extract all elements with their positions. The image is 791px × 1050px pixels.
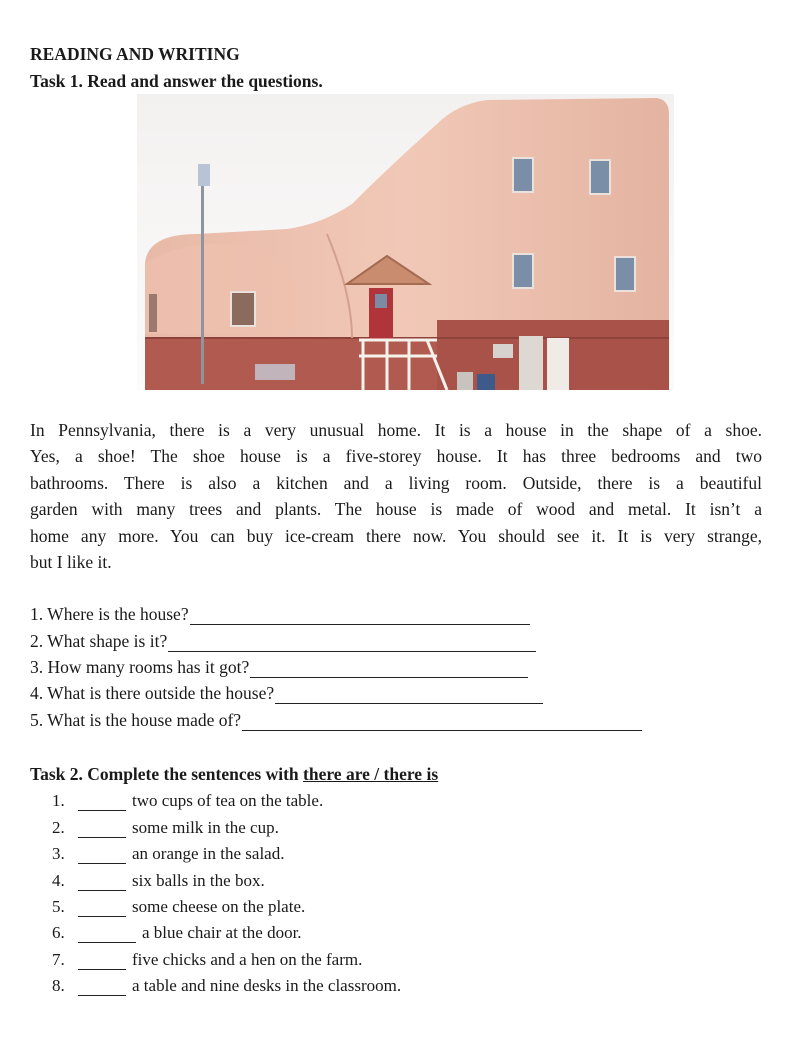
- sentence-text: some milk in the cup.: [132, 818, 279, 837]
- answer-blank[interactable]: [250, 663, 528, 678]
- sentence-8: [52, 976, 401, 996]
- question-text: 1. Where is the house?: [30, 604, 189, 624]
- sentence-blank[interactable]: [78, 849, 126, 864]
- sentence-number: 2.: [52, 818, 65, 837]
- shoe-house-photo: [137, 94, 674, 390]
- sentence-text: five chicks and a hen on the farm.: [132, 950, 363, 969]
- sentence-text: two cups of tea on the table.: [132, 791, 324, 810]
- sentence-text: six balls in the box.: [132, 871, 265, 890]
- question-1: [30, 604, 530, 625]
- task2-title: [30, 764, 438, 785]
- sentence-number: 4.: [52, 871, 65, 890]
- paragraph-line: home any more. You can buy ice-cream there now. You should see it. It is very strange,: [30, 526, 762, 546]
- sentence-7: [52, 950, 362, 970]
- sentence-5: [52, 897, 305, 917]
- question-text: 5. What is the house made of?: [30, 710, 242, 730]
- question-text: 3. How many rooms has it got?: [30, 657, 250, 677]
- answer-blank[interactable]: [168, 637, 536, 652]
- question-5: [30, 710, 642, 731]
- sentence-number: 8.: [52, 976, 65, 995]
- sentence-blank[interactable]: [78, 981, 126, 996]
- paragraph-line: garden with many trees and plants. The house is made of wood and metal. It isn’t a: [30, 499, 762, 519]
- sentence-blank[interactable]: [78, 902, 126, 917]
- sentence-number: 7.: [52, 950, 65, 969]
- sentence-text: a table and nine desks in the classroom.: [132, 976, 402, 995]
- paragraph-line: but I like it.: [30, 552, 112, 572]
- sentence-text: a blue chair at the door.: [142, 923, 302, 942]
- paragraph-line: bathrooms. There is also a kitchen and a living room. Outside, there is a beautiful: [30, 473, 762, 493]
- sentence-4: [52, 871, 265, 891]
- sentence-text: an orange in the salad.: [132, 844, 285, 863]
- task2-title-underlined: there are / there is: [303, 764, 439, 784]
- sentence-number: 6.: [52, 923, 65, 942]
- question-4: [30, 683, 543, 704]
- sentence-blank[interactable]: [78, 796, 126, 811]
- sentence-number: 3.: [52, 844, 65, 863]
- question-text: 4. What is there outside the house?: [30, 683, 275, 703]
- sentence-blank[interactable]: [78, 928, 136, 943]
- sentence-2: [52, 818, 279, 838]
- answer-blank[interactable]: [242, 716, 642, 731]
- paragraph-line: Yes, a shoe! The shoe house is a five-storey house. It has three bedrooms and two: [30, 446, 762, 466]
- question-2: [30, 631, 536, 652]
- sentence-number: 5.: [52, 897, 65, 916]
- sentence-blank[interactable]: [78, 955, 126, 970]
- question-3: [30, 657, 528, 678]
- paragraph-line: In Pennsylvania, there is a very unusual home. It is a house in the shape of a shoe.: [30, 420, 762, 440]
- sentence-6: [52, 923, 302, 943]
- task1-title: Task 1. Read and answer the questions.: [30, 71, 323, 91]
- sentence-1: [52, 791, 323, 811]
- sentence-blank[interactable]: [78, 823, 126, 838]
- sentence-text: some cheese on the plate.: [132, 897, 306, 916]
- task2-title-prefix: Task 2. Complete the sentences with: [30, 764, 304, 784]
- question-text: 2. What shape is it?: [30, 631, 168, 651]
- answer-blank[interactable]: [275, 689, 543, 704]
- answer-blank[interactable]: [190, 610, 530, 625]
- sentence-3: [52, 844, 284, 864]
- sentence-number: 1.: [52, 791, 65, 810]
- section-title: READING AND WRITING: [30, 44, 240, 64]
- sentence-blank[interactable]: [78, 876, 126, 891]
